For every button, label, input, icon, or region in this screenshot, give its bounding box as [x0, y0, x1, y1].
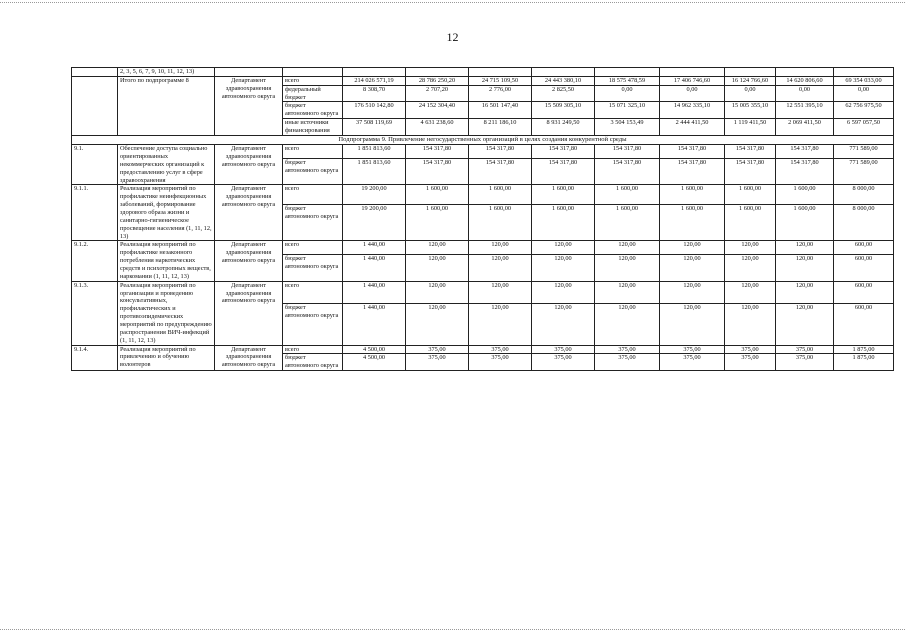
- funding-source: бюджет автономного округа: [283, 102, 343, 119]
- funding-source: всего: [283, 241, 343, 255]
- amount-cell: 24 443 380,10: [532, 76, 595, 85]
- table-row: [72, 76, 894, 85]
- amount-cell: 600,00: [834, 281, 894, 303]
- amount-cell: 2 707,20: [406, 85, 469, 102]
- amount-cell: 1 600,00: [660, 204, 725, 241]
- item-name: Реализация мероприятий по профилактике незаконного потребления наркотических средств и психотропных веществ, наркомании (1, 11, 12, 13): [118, 241, 215, 281]
- funding-source: бюджет автономного округа: [283, 204, 343, 241]
- amount-cell: 120,00: [776, 303, 834, 345]
- amount-cell: 120,00: [776, 255, 834, 281]
- amount-cell: 16 501 147,40: [469, 102, 532, 119]
- table-row: [72, 185, 894, 204]
- funding-source: иные источники финансирования: [283, 119, 343, 136]
- amount-cell: 8 211 186,10: [469, 119, 532, 136]
- amount-cell: 176 510 142,80: [343, 102, 406, 119]
- amount-cell: 120,00: [532, 255, 595, 281]
- funding-source: федеральный бюджет: [283, 85, 343, 102]
- amount-cell: 62 756 975,50: [834, 102, 894, 119]
- amount-cell: 1 600,00: [776, 185, 834, 204]
- amount-cell: 1 600,00: [776, 204, 834, 241]
- amount-cell: 4 500,00: [343, 345, 406, 354]
- item-executor: Департамент здравоохранения автономного округа: [215, 185, 283, 241]
- amount-cell: 375,00: [595, 345, 660, 354]
- item-executor: Департамент здравоохранения автономного округа: [215, 241, 283, 281]
- amount-cell: 120,00: [660, 303, 725, 345]
- funding-source: всего: [283, 345, 343, 354]
- amount-cell: 8 000,00: [834, 204, 894, 241]
- amount-cell: 1 600,00: [725, 204, 776, 241]
- item-name: Обеспечение доступа социально ориентированных некоммерческих организаций к предоставлению услуг в сфере здравоохранения: [118, 145, 215, 185]
- amount-cell: 15 005 355,10: [725, 102, 776, 119]
- table-row: [72, 281, 894, 303]
- amount-cell: 8 000,00: [834, 185, 894, 204]
- amount-cell: 24 152 304,40: [406, 102, 469, 119]
- amount-cell: 0,00: [595, 85, 660, 102]
- amount-cell: 24 715 109,50: [469, 76, 532, 85]
- amount-cell: 17 406 746,60: [660, 76, 725, 85]
- amount-cell: 19 200,00: [343, 204, 406, 241]
- amount-cell: 6 597 057,50: [834, 119, 894, 136]
- amount-cell: 375,00: [660, 345, 725, 354]
- amount-cell: 771 589,00: [834, 159, 894, 185]
- amount-cell: 37 508 119,69: [343, 119, 406, 136]
- item-name: Реализация мероприятий по профилактике неинфекционных заболеваний, формирование здорового образа жизни и санитарно-гигиеническое просвещение населения (1, 11, 12, 13): [118, 185, 215, 241]
- funding-source: бюджет автономного округа: [283, 159, 343, 185]
- budget-table: [71, 67, 894, 371]
- amount-cell: 2 776,00: [469, 85, 532, 102]
- amount-cell: 8 931 249,50: [532, 119, 595, 136]
- funding-source: всего: [283, 185, 343, 204]
- amount-cell: 771 589,00: [834, 145, 894, 159]
- amount-cell: 120,00: [406, 241, 469, 255]
- funding-source: всего: [283, 76, 343, 85]
- item-number: 9.1.1.: [72, 185, 118, 241]
- amount-cell: 120,00: [660, 255, 725, 281]
- amount-cell: 4 631 238,60: [406, 119, 469, 136]
- amount-cell: 1 875,00: [834, 354, 894, 371]
- amount-cell: 154 317,80: [660, 145, 725, 159]
- item-executor: Департамент здравоохранения автономного округа: [215, 281, 283, 345]
- amount-cell: 120,00: [406, 255, 469, 281]
- amount-cell: 154 317,80: [532, 145, 595, 159]
- amount-cell: 120,00: [660, 241, 725, 255]
- amount-cell: 1 440,00: [343, 281, 406, 303]
- amount-cell: 375,00: [406, 354, 469, 371]
- amount-cell: 120,00: [725, 303, 776, 345]
- amount-cell: 8 308,70: [343, 85, 406, 102]
- page-number: 12: [446, 30, 459, 44]
- bottom-scan-edge: [0, 629, 905, 630]
- amount-cell: 0,00: [776, 85, 834, 102]
- item-executor: Департамент здравоохранения автономного округа: [215, 76, 283, 135]
- amount-cell: 600,00: [834, 241, 894, 255]
- amount-cell: 120,00: [595, 255, 660, 281]
- amount-cell: 120,00: [595, 281, 660, 303]
- amount-cell: 1 600,00: [532, 204, 595, 241]
- amount-cell: 0,00: [834, 85, 894, 102]
- item-executor: Департамент здравоохранения автономного округа: [215, 145, 283, 185]
- amount-cell: 214 026 571,19: [343, 76, 406, 85]
- amount-cell: 154 317,80: [725, 145, 776, 159]
- amount-cell: 375,00: [725, 345, 776, 354]
- amount-cell: 0,00: [725, 85, 776, 102]
- continuation-text: 2, 3, 5, 6, 7, 9, 10, 11, 12, 13): [118, 68, 215, 77]
- amount-cell: 1 119 411,50: [725, 119, 776, 136]
- item-number: 9.1.2.: [72, 241, 118, 281]
- item-name: Реализация мероприятий по организации и проведению консультативных, профилактических и противоэпидемических мероприятий по предупреждению распространения ВИЧ-инфекций (1, 11, 12, 13): [118, 281, 215, 345]
- item-number: 9.1.: [72, 145, 118, 185]
- amount-cell: 154 317,80: [406, 145, 469, 159]
- table-row: [72, 241, 894, 255]
- amount-cell: 120,00: [469, 281, 532, 303]
- amount-cell: 1 600,00: [725, 185, 776, 204]
- amount-cell: 120,00: [532, 281, 595, 303]
- top-scan-edge: [0, 2, 905, 3]
- amount-cell: 120,00: [469, 241, 532, 255]
- amount-cell: 1 600,00: [406, 204, 469, 241]
- item-number: 9.1.3.: [72, 281, 118, 345]
- amount-cell: 120,00: [406, 281, 469, 303]
- amount-cell: 154 317,80: [660, 159, 725, 185]
- amount-cell: 120,00: [595, 303, 660, 345]
- amount-cell: 1 440,00: [343, 241, 406, 255]
- amount-cell: 1 600,00: [406, 185, 469, 204]
- amount-cell: 14 620 806,60: [776, 76, 834, 85]
- funding-source: бюджет автономного округа: [283, 255, 343, 281]
- program-heading-row: [72, 135, 894, 144]
- funding-source: бюджет автономного округа: [283, 354, 343, 371]
- amount-cell: 154 317,80: [595, 145, 660, 159]
- amount-cell: 14 962 335,10: [660, 102, 725, 119]
- amount-cell: 1 440,00: [343, 303, 406, 345]
- amount-cell: 12 551 395,10: [776, 102, 834, 119]
- amount-cell: 120,00: [725, 241, 776, 255]
- amount-cell: 120,00: [660, 281, 725, 303]
- amount-cell: 2 069 411,50: [776, 119, 834, 136]
- table-row: [72, 345, 894, 354]
- amount-cell: 69 354 033,00: [834, 76, 894, 85]
- amount-cell: 28 786 250,20: [406, 76, 469, 85]
- amount-cell: 2 444 411,50: [660, 119, 725, 136]
- amount-cell: 120,00: [776, 281, 834, 303]
- amount-cell: 1 600,00: [595, 185, 660, 204]
- amount-cell: 375,00: [406, 345, 469, 354]
- funding-source: всего: [283, 281, 343, 303]
- amount-cell: 1 851 813,60: [343, 145, 406, 159]
- table-row: [72, 145, 894, 159]
- amount-cell: 375,00: [469, 345, 532, 354]
- amount-cell: 120,00: [532, 303, 595, 345]
- amount-cell: 0,00: [660, 85, 725, 102]
- item-name: Реализация мероприятий по привлечению и обучению волонтеров: [118, 345, 215, 371]
- amount-cell: 15 509 305,10: [532, 102, 595, 119]
- program-heading: Подпрограмма 9. Привлечение негосударственных организаций в целях создания конкурентной среды: [72, 135, 894, 144]
- amount-cell: 1 600,00: [469, 204, 532, 241]
- amount-cell: 120,00: [406, 303, 469, 345]
- amount-cell: 120,00: [469, 255, 532, 281]
- item-number: 9.1.4.: [72, 345, 118, 371]
- amount-cell: 120,00: [595, 241, 660, 255]
- amount-cell: 3 504 153,49: [595, 119, 660, 136]
- amount-cell: 154 317,80: [406, 159, 469, 185]
- amount-cell: 375,00: [532, 345, 595, 354]
- amount-cell: 600,00: [834, 303, 894, 345]
- amount-cell: 154 317,80: [725, 159, 776, 185]
- amount-cell: 15 071 325,10: [595, 102, 660, 119]
- amount-cell: 154 317,80: [532, 159, 595, 185]
- item-name: Итого по подпрограмме 8: [118, 76, 215, 135]
- amount-cell: 375,00: [532, 354, 595, 371]
- amount-cell: 154 317,80: [776, 159, 834, 185]
- funding-source: всего: [283, 145, 343, 159]
- item-number: [72, 76, 118, 135]
- amount-cell: 120,00: [532, 241, 595, 255]
- amount-cell: 1 600,00: [660, 185, 725, 204]
- amount-cell: 2 825,50: [532, 85, 595, 102]
- amount-cell: 120,00: [725, 281, 776, 303]
- amount-cell: 1 440,00: [343, 255, 406, 281]
- amount-cell: 1 600,00: [595, 204, 660, 241]
- funding-source: бюджет автономного округа: [283, 303, 343, 345]
- amount-cell: 600,00: [834, 255, 894, 281]
- amount-cell: 120,00: [725, 255, 776, 281]
- amount-cell: 1 851 813,60: [343, 159, 406, 185]
- amount-cell: 375,00: [725, 354, 776, 371]
- amount-cell: 19 200,00: [343, 185, 406, 204]
- amount-cell: 1 600,00: [532, 185, 595, 204]
- amount-cell: 154 317,80: [776, 145, 834, 159]
- amount-cell: 154 317,80: [469, 159, 532, 185]
- amount-cell: 1 875,00: [834, 345, 894, 354]
- amount-cell: 154 317,80: [469, 145, 532, 159]
- amount-cell: 375,00: [469, 354, 532, 371]
- amount-cell: 375,00: [660, 354, 725, 371]
- amount-cell: 1 600,00: [469, 185, 532, 204]
- amount-cell: 375,00: [776, 345, 834, 354]
- amount-cell: 4 500,00: [343, 354, 406, 371]
- continuation-row: [72, 68, 894, 77]
- amount-cell: 375,00: [776, 354, 834, 371]
- amount-cell: 120,00: [469, 303, 532, 345]
- amount-cell: 18 575 478,59: [595, 76, 660, 85]
- amount-cell: 16 124 766,60: [725, 76, 776, 85]
- item-executor: Департамент здравоохранения автономного округа: [215, 345, 283, 371]
- amount-cell: 154 317,80: [595, 159, 660, 185]
- amount-cell: 375,00: [595, 354, 660, 371]
- amount-cell: 120,00: [776, 241, 834, 255]
